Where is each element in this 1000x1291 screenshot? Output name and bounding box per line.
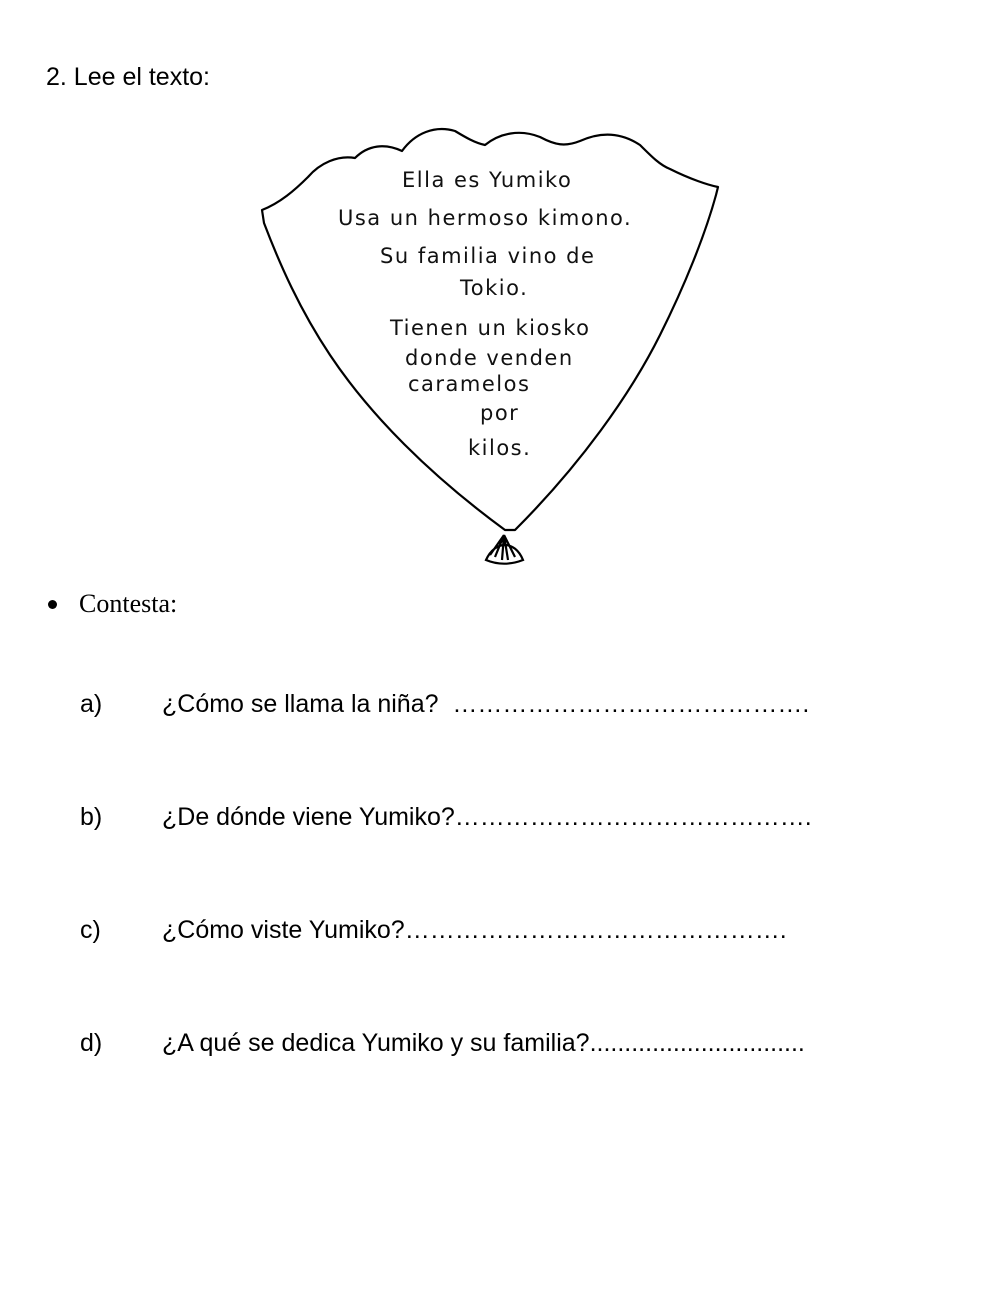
fan-drawing [250,115,740,575]
bullet-icon [48,600,57,609]
fan-illustration [250,115,740,575]
question-d [80,1026,805,1060]
question-text: ¿Cómo viste Yumiko? [162,916,405,944]
question-text: ¿Cómo se llama la niña? [162,690,439,718]
exercise-heading: 2. Lee el texto: [46,63,211,91]
question-c [80,913,787,947]
question-text: ¿De dónde viene Yumiko? [162,803,455,831]
fan-handle [486,535,523,564]
fan-line-2: Usa un hermoso kimono. [338,206,633,230]
question-letter: d) [80,1029,103,1057]
question-text: ¿A qué se dedica Yumiko y su familia? [162,1029,590,1057]
question-b [80,800,812,834]
question-letter: a) [80,690,103,718]
question-letter: b) [80,803,103,831]
fan-line-8: por [480,401,520,425]
fan-line-9: kilos. [468,436,532,460]
fan-line-1: Ella es Yumiko [402,168,573,192]
fan-line-7: caramelos [408,372,531,396]
fan-line-6: donde venden [405,346,574,370]
answer-blank[interactable]: ............................... [589,1029,805,1057]
question-letter: c) [80,916,101,944]
instruction-text: Contesta: [79,589,178,618]
answer-blank[interactable]: ………………………………………. [404,916,787,944]
fan-line-5: Tienen un kiosko [390,316,591,340]
question-a [80,687,809,721]
answer-blank[interactable]: ……………………………………. [454,803,812,831]
answer-blank[interactable]: ……………………………………. [438,690,810,718]
fan-line-4: Tokio. [460,276,529,300]
fan-line-3: Su familia vino de [380,244,596,268]
instruction-bullet [48,586,177,622]
